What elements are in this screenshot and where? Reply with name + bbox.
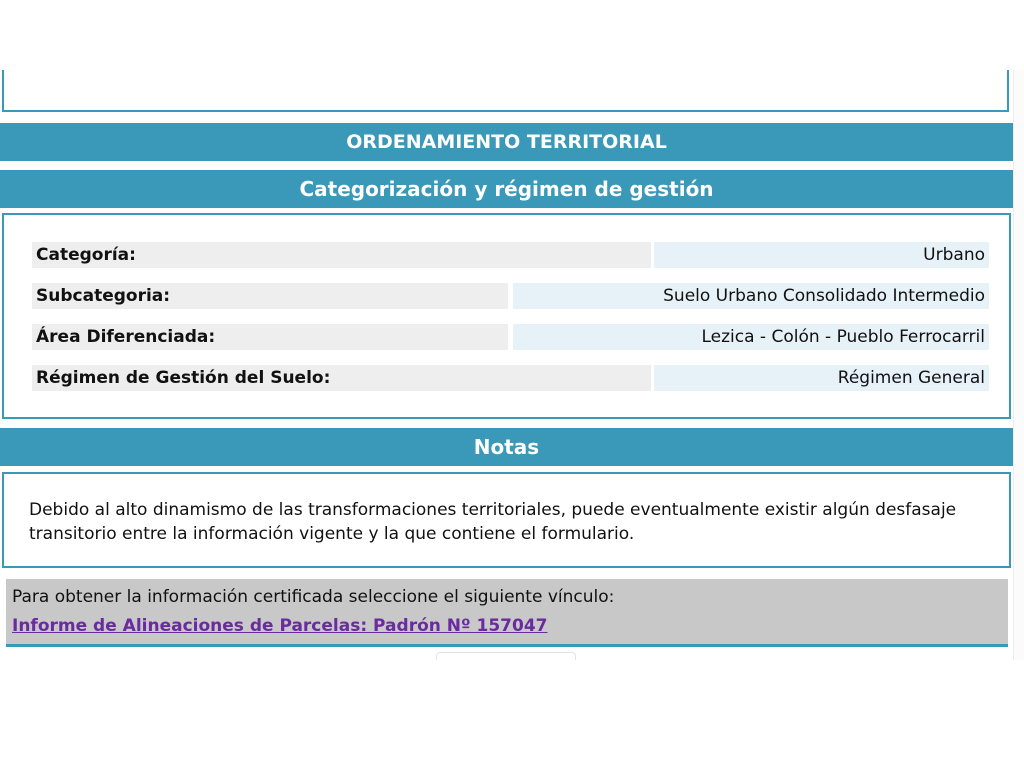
row-area-diferenciada [32,324,989,350]
bottom-tab-stub [436,652,576,660]
notes-title: Notas [0,428,1013,466]
row-label: Régimen de Gestión del Suelo: [32,365,651,391]
row-subcategoria [32,283,989,309]
notes-panel [2,472,1011,568]
certificate-link[interactable]: Informe de Alineaciones de Parcelas: Padrón Nº 157047 [12,616,548,636]
certificate-instruction: Para obtener la información certificada seleccione el siguiente vínculo: [12,587,615,607]
row-value: Urbano [654,242,989,268]
previous-section-box [2,70,1009,112]
row-value: Suelo Urbano Consolidado Intermedio [513,283,989,309]
row-value: Régimen General [654,365,989,391]
notes-text: Debido al alto dinamismo de las transformaciones territoriales, puede eventualmente existir algún desfasaje transitorio entre la información vigente y la que contiene el formulario. [29,500,957,544]
categorization-panel [2,213,1011,419]
row-label: Subcategoria: [32,283,508,309]
row-value: Lezica - Colón - Pueblo Ferrocarril [513,324,989,350]
scrollbar-track[interactable] [1013,70,1024,660]
row-label: Área Diferenciada: [32,324,508,350]
section-title: ORDENAMIENTO TERRITORIAL [0,123,1013,161]
certificate-box [6,579,1008,647]
section-subtitle: Categorización y régimen de gestión [0,170,1013,208]
row-label: Categoría: [32,242,651,268]
row-categoria [32,242,989,268]
row-regimen-gestion [32,365,989,391]
